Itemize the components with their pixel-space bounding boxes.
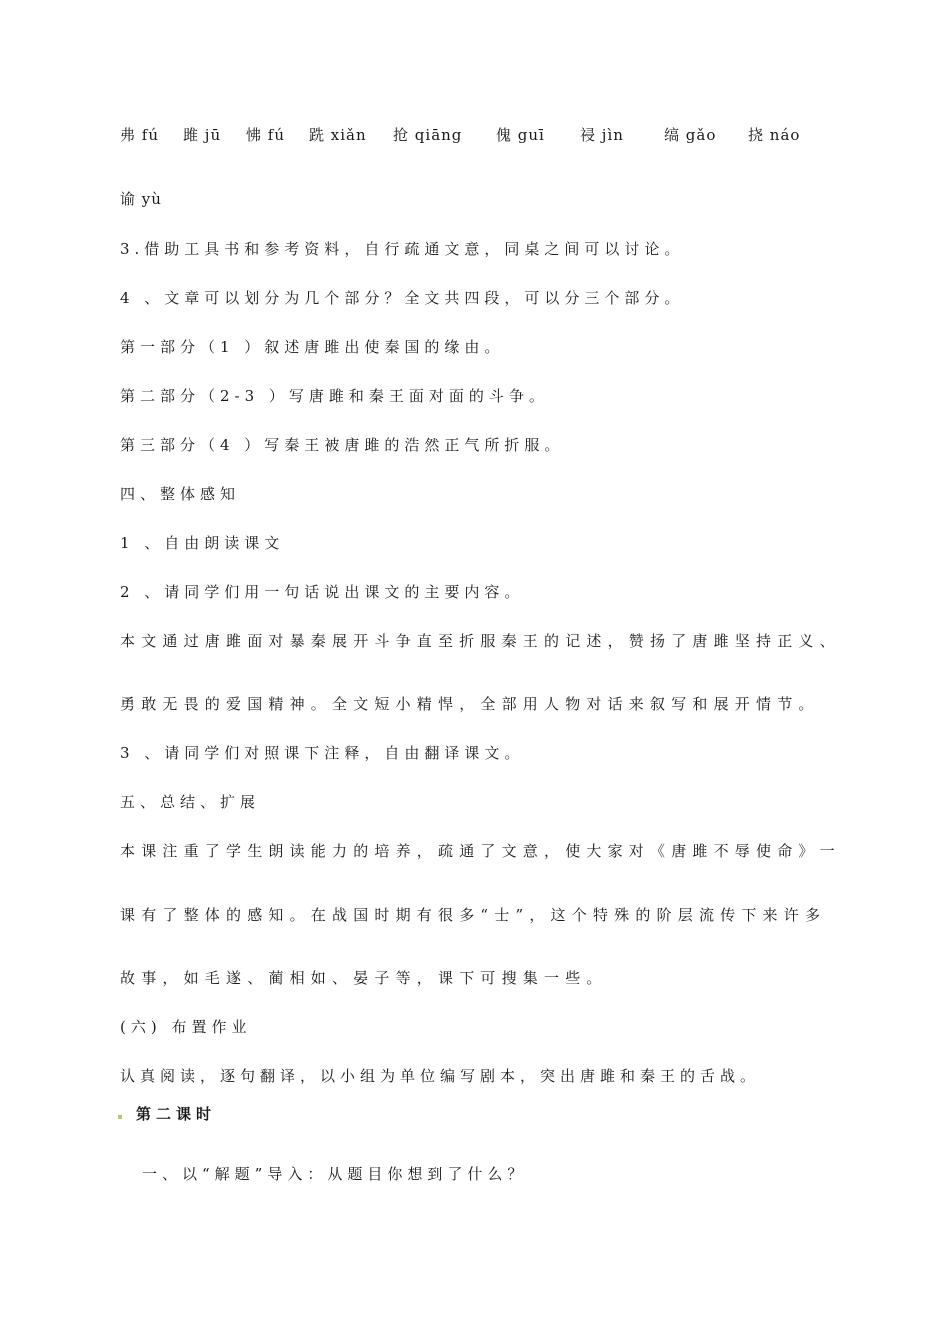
- paragraph-line: 3.借助工具书和参考资料，自行疏通文意，同桌之间可以讨论。: [120, 240, 685, 258]
- pinyin-item: 谕 yù: [120, 190, 162, 208]
- section-heading: 五、总结、扩展: [120, 793, 261, 811]
- pinyin-item: 跣 xiǎn: [309, 126, 367, 144]
- paragraph-line: 1 、自由朗读课文: [120, 534, 285, 552]
- pinyin-item: 傀 guī: [496, 126, 545, 144]
- paragraph-line: 第三部分（4 ）写秦王被唐雎的浩然正气所折服。: [120, 436, 565, 454]
- paragraph-line: 2 、请同学们用一句话说出课文的主要内容。: [120, 583, 525, 601]
- pinyin-item: 缟 gǎo: [664, 126, 717, 144]
- paragraph-line: 认真阅读，逐句翻译，以小组为单位编写剧本，突出唐雎和秦王的舌战。: [120, 1067, 761, 1085]
- pinyin-item: 弗 fú: [120, 126, 160, 144]
- paragraph-line: 4 、文章可以划分为几个部分？全文共四段，可以分三个部分。: [120, 289, 685, 307]
- pinyin-item: 挠 náo: [748, 126, 801, 144]
- paragraph-line: 本文通过唐雎面对暴秦展开斗争直至折服秦王的记述，赞扬了唐雎坚持正义、: [120, 632, 841, 650]
- paragraph-line: 本课注重了学生朗读能力的培养，疏通了文意，使大家对《唐雎不辱使命》一: [120, 842, 841, 860]
- paragraph-line: 一、以“解题”导入：从题目你想到了什么？: [142, 1165, 528, 1183]
- paragraph-line: 第二部分（2-3 ）写唐雎和秦王面对面的斗争。: [120, 387, 549, 405]
- pinyin-item: 雎 jū: [183, 126, 222, 144]
- pinyin-list: [120, 124, 840, 150]
- pinyin-item: 抢 qiāng: [393, 126, 463, 144]
- paragraph-line: 第一部分（1 ）叙述唐雎出使秦国的缘由。: [120, 338, 505, 356]
- paragraph-line: 课有了整体的感知。在战国时期有很多“士”，这个特殊的阶层流传下来许多: [120, 906, 827, 924]
- section-heading: 四、整体感知: [120, 485, 241, 503]
- paragraph-line: 3 、请同学们对照课下注释，自由翻译课文。: [120, 744, 525, 762]
- section-heading: (六) 布置作业: [120, 1018, 252, 1036]
- lesson-heading-text: 第二课时: [136, 1105, 217, 1123]
- paragraph-line: 故事，如毛遂、蔺相如、晏子等，课下可搜集一些。: [120, 969, 608, 987]
- paragraph-line: 勇敢无畏的爱国精神。全文短小精悍，全部用人物对话来叙写和展开情节。: [120, 695, 820, 713]
- lesson-heading: [118, 1103, 216, 1124]
- pinyin-item: 怫 fú: [246, 126, 286, 144]
- pinyin-item: 祲 jìn: [580, 126, 624, 144]
- bullet-marker-icon: [118, 1115, 122, 1119]
